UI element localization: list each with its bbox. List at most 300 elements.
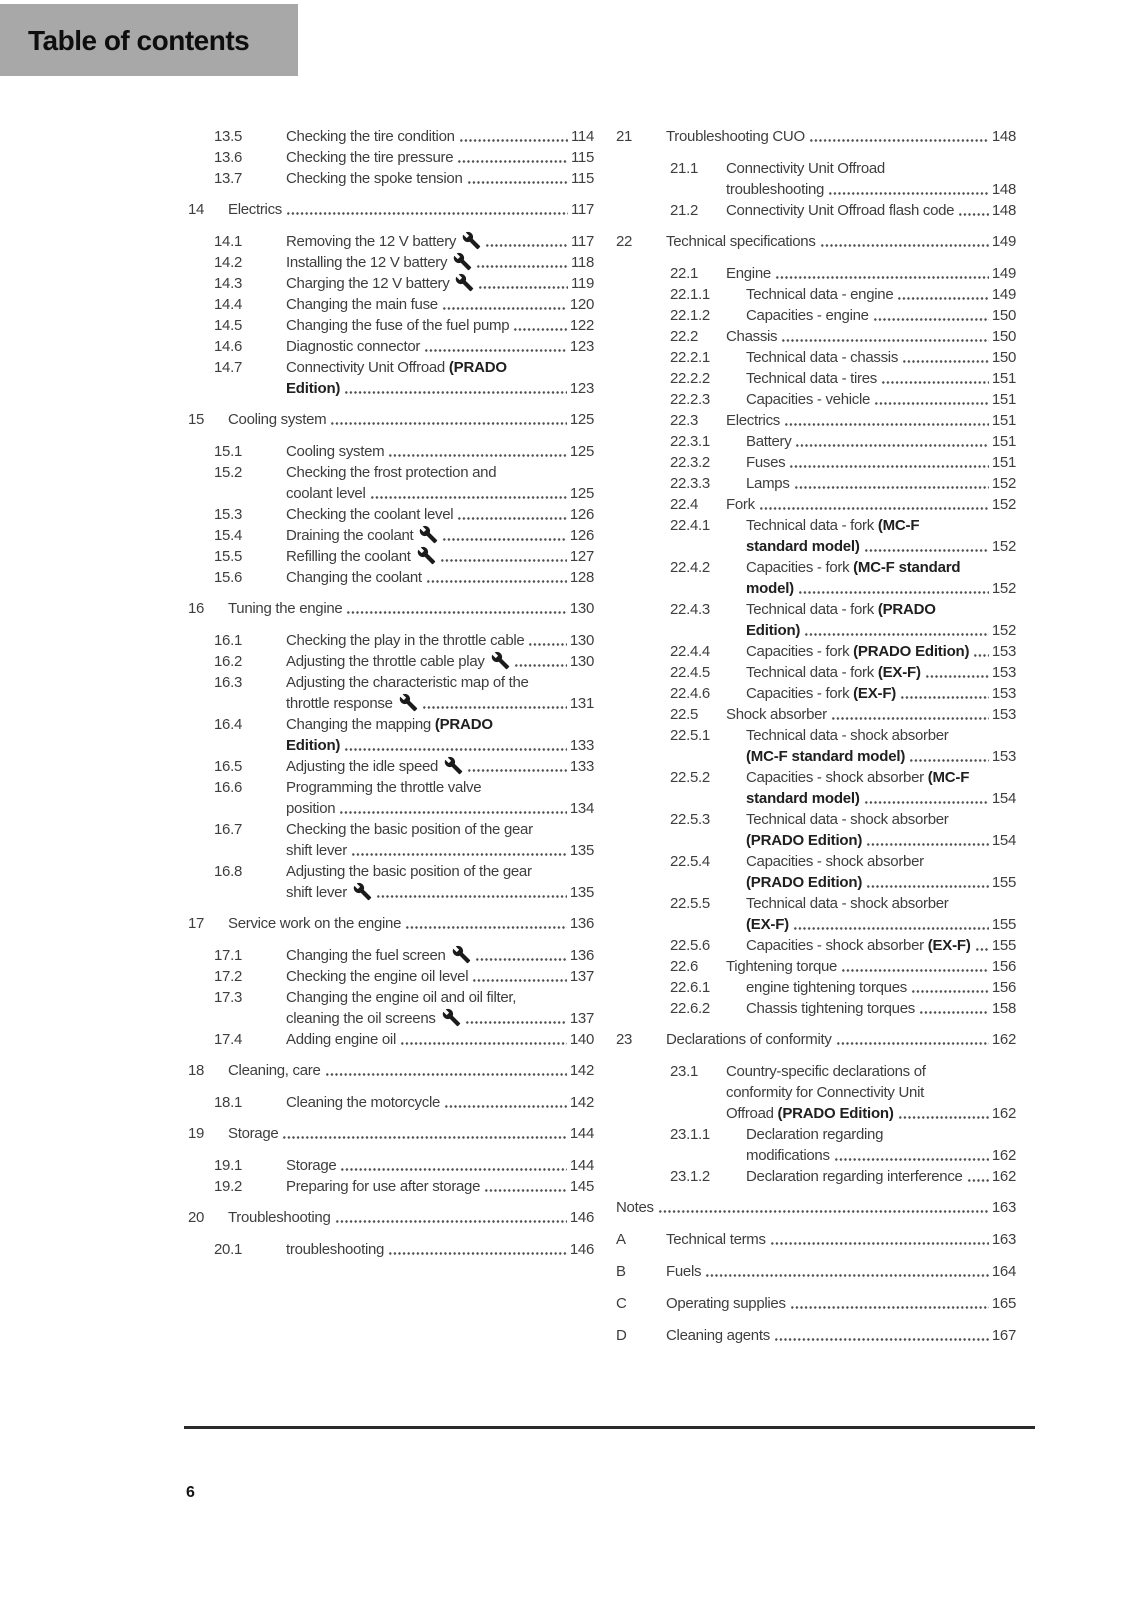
dot-leader (457, 158, 568, 164)
toc-entry-14 (188, 199, 594, 220)
toc-entry-15-1 (214, 441, 594, 462)
toc-entry-page: 151 (991, 454, 1016, 471)
dot-leader (286, 210, 568, 216)
dot-leader (484, 1187, 567, 1193)
dot-leader (900, 694, 989, 700)
toc-entry-page: 137 (569, 1010, 594, 1027)
dot-leader (841, 967, 989, 973)
toc-entry-15 (188, 409, 594, 430)
toc-entry-page: 131 (569, 695, 594, 712)
toc-entry-page: 152 (991, 496, 1016, 513)
toc-title-text: Technical terms (666, 1231, 766, 1248)
toc-entry-page: 150 (991, 307, 1016, 324)
toc-entry-title (666, 1325, 770, 1346)
toc-title-text: Declarations of conformity (666, 1031, 832, 1048)
toc-entry-number: 22.2.2 (670, 370, 710, 387)
toc-entry-number: 22.5.1 (670, 727, 710, 744)
toc-title-text: (PRADO (448, 359, 507, 376)
toc-title-text: Adjusting the characteristic map of the (286, 674, 529, 691)
toc-entry-notes (616, 1197, 1016, 1218)
page-number: 6 (186, 1484, 195, 1501)
toc-entry-title (286, 630, 524, 651)
toc-title-text: Capacities - shock absorber (746, 853, 924, 870)
toc-entry-title (746, 1145, 830, 1166)
toc-entry-page: 155 (991, 937, 1016, 954)
toc-entry-number: 23.1.1 (670, 1126, 710, 1143)
toc-entry-number: 17.4 (214, 1031, 242, 1048)
toc-entry-number: 22.4 (670, 496, 698, 513)
toc-entry-title (286, 126, 455, 147)
toc-entry-page: 115 (570, 170, 594, 187)
toc-entry-22-5-1 (670, 725, 1016, 767)
dot-leader (794, 484, 989, 490)
toc-entry-22-3-3 (670, 473, 1016, 494)
toc-entry-number: 15 (188, 411, 205, 428)
toc-entry-22-5 (670, 704, 1016, 725)
toc-entry-title (666, 1293, 786, 1314)
toc-entry-22-2 (670, 326, 1016, 347)
toc-title-text: Connectivity Unit Offroad flash code (726, 202, 955, 219)
toc-entry-title (746, 559, 960, 576)
toc-entry-title (286, 504, 453, 525)
toc-entry-18-1 (214, 1092, 594, 1113)
dot-leader (898, 1114, 989, 1120)
toc-title-text: Checking the tire condition (286, 128, 455, 145)
toc-title-text: Electrics (726, 412, 780, 429)
toc-entry-number: 22 (616, 233, 633, 250)
toc-column-left (188, 126, 594, 1260)
toc-entry-number: 22.4.1 (670, 517, 710, 534)
toc-entry-title (286, 1176, 480, 1197)
toc-entry-title (746, 811, 948, 828)
toc-entry-14-6 (214, 336, 594, 357)
toc-entry-22-5-5 (670, 893, 1016, 935)
toc-entry-title (746, 977, 907, 998)
toc-entry-page: 130 (569, 600, 594, 617)
toc-title-text: Edition) (286, 380, 341, 397)
toc-entry-number: 22.5.4 (670, 853, 710, 870)
toc-entry-page: 148 (991, 181, 1016, 198)
toc-entry-title (286, 1008, 461, 1029)
toc-title-text: Capacities - shock absorber (746, 769, 928, 786)
toc-entry-page: 163 (991, 1199, 1016, 1216)
toc-title-text: Troubleshooting CUO (666, 128, 805, 145)
dot-leader (774, 1336, 989, 1342)
toc-title-text: conformity for Connectivity Unit (726, 1084, 924, 1101)
toc-title-text: (MC-F standard (853, 559, 961, 576)
toc-title-text: Changing the fuel screen (286, 947, 446, 964)
toc-entry-title (286, 674, 529, 691)
toc-entry-number: 14.3 (214, 275, 242, 292)
toc-entry-page: 140 (569, 1031, 594, 1048)
toc-title-text: Checking the tire pressure (286, 149, 454, 166)
page-title: Table of contents (28, 24, 250, 56)
toc-title-text: Service work on the engine (228, 915, 402, 932)
toc-title-text: Battery (746, 433, 792, 450)
toc-entry-page: 149 (991, 265, 1016, 282)
toc-entry-title (228, 1123, 278, 1144)
toc-title-text: Cooling system (228, 411, 327, 428)
toc-entry-number: 22.5 (670, 706, 698, 723)
toc-entry-title (286, 756, 463, 777)
toc-entry-title (726, 1103, 894, 1124)
toc-entry-number: 22.1.1 (670, 286, 710, 303)
wrench-icon (444, 756, 463, 775)
toc-entry-page: 137 (569, 968, 594, 985)
toc-title-text: Draining the coolant (286, 527, 414, 544)
toc-entry-title (286, 1155, 336, 1176)
toc-title-text: Declaration regarding interference (746, 1168, 963, 1185)
dot-leader (344, 389, 567, 395)
toc-entry-page: 154 (991, 790, 1016, 807)
toc-entry-number: 15.6 (214, 569, 242, 586)
wrench-icon (353, 882, 372, 901)
toc-entry-22-3-1 (670, 431, 1016, 452)
toc-entry-15-5 (214, 546, 594, 567)
toc-entry-page: 158 (991, 1000, 1016, 1017)
toc-entry-page: 135 (569, 842, 594, 859)
toc-title-text: Fuels (666, 1263, 702, 1280)
toc-title-text: Country-specific declarations of (726, 1063, 926, 1080)
toc-entry-page: 118 (570, 254, 594, 271)
dot-leader (973, 652, 989, 658)
toc-entry-page: 153 (991, 664, 1016, 681)
dot-leader (528, 641, 566, 647)
dot-leader (467, 179, 568, 185)
toc-entry-number: A (616, 1231, 626, 1248)
toc-entry-title (746, 1166, 963, 1187)
toc-entry-page: 153 (991, 748, 1016, 765)
toc-title-text: Chassis tightening torques (746, 1000, 915, 1017)
toc-entry-page: 153 (991, 643, 1016, 660)
toc-entry-number: 16.2 (214, 653, 242, 670)
toc-entry-title (726, 200, 954, 221)
toc-entry-page: 122 (569, 317, 594, 334)
toc-entry-title (746, 683, 896, 704)
dot-leader (658, 1208, 989, 1214)
toc-entry-number: 22.2.1 (670, 349, 710, 366)
toc-entry-15-3 (214, 504, 594, 525)
dot-leader (335, 1218, 567, 1224)
toc-entry-14-5 (214, 315, 594, 336)
dot-leader (475, 956, 567, 962)
toc-entry-number: 22.2.3 (670, 391, 710, 408)
toc-entry-title (746, 895, 948, 912)
toc-column-right (616, 126, 1016, 1357)
toc-entry-14-2 (214, 252, 594, 273)
wrench-icon (419, 525, 438, 544)
toc-title-text: (PRADO Edition) (746, 874, 863, 891)
toc-title-text: Adding engine oil (286, 1031, 396, 1048)
toc-entry-20 (188, 1207, 594, 1228)
toc-entry-15-2 (214, 462, 594, 504)
toc-title-text: Checking the coolant level (286, 506, 454, 523)
toc-title-text: (MC-F standard model) (746, 748, 906, 765)
toc-entry-13-7 (214, 168, 594, 189)
toc-entry-title (616, 1197, 654, 1218)
toc-title-text: Changing the mapping (286, 716, 435, 733)
toc-entry-23-1-1 (670, 1124, 1016, 1166)
dot-leader (790, 1304, 989, 1310)
toc-title-text: troubleshooting (286, 1241, 385, 1258)
toc-title-text: Preparing for use after storage (286, 1178, 481, 1195)
toc-entry-title (286, 567, 422, 588)
dot-leader (344, 746, 567, 752)
dot-leader (370, 494, 567, 500)
dot-leader (325, 1071, 567, 1077)
dot-leader (784, 421, 989, 427)
toc-title-text: Technical data - fork (746, 601, 878, 618)
toc-entry-17 (188, 913, 594, 934)
toc-title-text: Lamps (746, 475, 790, 492)
dot-leader (866, 841, 989, 847)
toc-entry-14-1 (214, 231, 594, 252)
dot-leader (798, 589, 989, 595)
toc-title-text: shift lever (286, 884, 347, 901)
toc-entry-number: 17 (188, 915, 205, 932)
toc-entry-title (286, 716, 493, 733)
toc-entry-d (616, 1325, 1016, 1346)
toc-entry-number: 14.4 (214, 296, 242, 313)
toc-entry-page: 123 (569, 380, 594, 397)
toc-entry-page: 136 (569, 915, 594, 932)
toc-entry-title (228, 199, 282, 220)
toc-entry-title (286, 168, 463, 189)
toc-entry-number: 20.1 (214, 1241, 242, 1258)
toc-entry-22-5-2 (670, 767, 1016, 809)
toc-entry-title (286, 779, 481, 796)
toc-entry-number: 17.3 (214, 989, 242, 1006)
toc-entry-title (286, 525, 438, 546)
toc-entry-number: 23.1.2 (670, 1168, 710, 1185)
toc-entry-19 (188, 1123, 594, 1144)
toc-entry-number: 22.3.2 (670, 454, 710, 471)
toc-entry-page: 151 (991, 391, 1016, 408)
dot-leader (485, 242, 568, 248)
toc-entry-23-1-2 (670, 1166, 1016, 1187)
toc-entry-number: 21.1 (670, 160, 698, 177)
toc-entry-18 (188, 1060, 594, 1081)
dot-leader (376, 893, 567, 899)
toc-entry-title (286, 1029, 396, 1050)
toc-title-text: Fuses (746, 454, 786, 471)
toc-entry-22-6 (670, 956, 1016, 977)
toc-entry-title (286, 252, 472, 273)
toc-title-text: Troubleshooting (228, 1209, 331, 1226)
toc-entry-number: 22.4.6 (670, 685, 710, 702)
toc-entry-page: 165 (991, 1295, 1016, 1312)
toc-title-text: Checking the engine oil level (286, 968, 469, 985)
toc-entry-17-4 (214, 1029, 594, 1050)
toc-entry-page: 133 (569, 737, 594, 754)
toc-entry-number: 13.6 (214, 149, 242, 166)
toc-entry-page: 154 (991, 832, 1016, 849)
toc-title-text: (PRADO Edition) (777, 1105, 894, 1122)
toc-title-text: (PRADO Edition) (746, 832, 863, 849)
toc-title-text: Changing the main fuse (286, 296, 438, 313)
toc-title-text: Capacities - engine (746, 307, 869, 324)
toc-entry-title (286, 989, 516, 1006)
toc-entry-page: 156 (991, 979, 1016, 996)
toc-entry-title (286, 840, 347, 861)
toc-entry-number: 22.1.2 (670, 307, 710, 324)
toc-title-text: Technical data - fork (746, 664, 878, 681)
toc-entry-title (746, 853, 924, 870)
toc-entry-number: 22.2 (670, 328, 698, 345)
toc-title-text: Technical data - fork (746, 517, 878, 534)
toc-entry-title (746, 935, 971, 956)
toc-entry-title (746, 746, 905, 767)
toc-entry-title (286, 336, 420, 357)
toc-title-text: Technical data - chassis (746, 349, 899, 366)
toc-entry-page: 163 (991, 1231, 1016, 1248)
toc-entry-title (746, 601, 936, 618)
toc-entry-16-8 (214, 861, 594, 903)
toc-title-text: Operating supplies (666, 1295, 786, 1312)
toc-entry-b (616, 1261, 1016, 1282)
toc-title-text: Connectivity Unit Offroad (286, 359, 449, 376)
wrench-icon (417, 546, 436, 565)
toc-entry-title (286, 693, 418, 714)
toc-title-text: Technical data - shock absorber (746, 895, 949, 912)
toc-entry-title (746, 389, 870, 410)
toc-title-text: troubleshooting (726, 181, 825, 198)
toc-title-text: Fork (726, 496, 755, 513)
toc-title-text: Electrics (228, 201, 282, 218)
toc-entry-number: 15.1 (214, 443, 242, 460)
toc-entry-22-1-2 (670, 305, 1016, 326)
dot-leader (770, 1240, 989, 1246)
wrench-icon (442, 1008, 461, 1027)
toc-entry-c (616, 1293, 1016, 1314)
dot-leader (459, 137, 568, 143)
toc-entry-title (746, 998, 915, 1019)
toc-entry-number: 22.5.5 (670, 895, 710, 912)
dot-leader (874, 400, 989, 406)
toc-entry-title (286, 464, 496, 481)
toc-entry-title (286, 821, 533, 838)
toc-entry-22-2-2 (670, 368, 1016, 389)
toc-entry-13-6 (214, 147, 594, 168)
wrench-icon (453, 252, 472, 271)
toc-title-text: (EX-F) (853, 685, 897, 702)
toc-entry-title (286, 863, 532, 880)
toc-entry-22-4-3 (670, 599, 1016, 641)
dot-leader (831, 715, 989, 721)
toc-entry-number: 15.5 (214, 548, 242, 565)
toc-entry-title (726, 410, 780, 431)
toc-entry-title (666, 231, 816, 252)
toc-title-text: (MC-F (877, 517, 920, 534)
dot-leader (804, 631, 989, 637)
toc-entry-page: 135 (569, 884, 594, 901)
toc-entry-number: 17.1 (214, 947, 242, 964)
toc-title-text: Capacities - vehicle (746, 391, 871, 408)
dot-leader (442, 536, 566, 542)
dot-leader (346, 609, 566, 615)
toc-entry-22-4-2 (670, 557, 1016, 599)
toc-title-text: throttle response (286, 695, 393, 712)
toc-entry-title (746, 914, 789, 935)
toc-title-text: Cleaning agents (666, 1327, 770, 1344)
dot-leader (873, 316, 989, 322)
toc-entry-title (286, 1239, 384, 1260)
toc-entry-22-3-2 (670, 452, 1016, 473)
toc-entry-title (286, 798, 335, 819)
toc-entry-number: 16.3 (214, 674, 242, 691)
toc-entry-page: 162 (991, 1105, 1016, 1122)
toc-entry-16-5 (214, 756, 594, 777)
dot-leader (388, 1250, 567, 1256)
toc-entry-22-1-1 (670, 284, 1016, 305)
toc-entry-17-3 (214, 987, 594, 1029)
toc-entry-page: 115 (570, 149, 594, 166)
toc-entry-14-7 (214, 357, 594, 399)
toc-entry-title (746, 769, 969, 786)
toc-entry-title (746, 473, 790, 494)
toc-entry-22-1 (670, 263, 1016, 284)
toc-entry-number: 14.5 (214, 317, 242, 334)
toc-entry-22-2-3 (670, 389, 1016, 410)
wrench-icon (455, 273, 474, 292)
toc-title-text: Cleaning the motorcycle (286, 1094, 441, 1111)
toc-entry-16-4 (214, 714, 594, 756)
toc-entry-page: 167 (991, 1327, 1016, 1344)
toc-title-text: Shock absorber (726, 706, 827, 723)
toc-entry-page: 114 (570, 128, 594, 145)
toc-entry-title (746, 620, 800, 641)
toc-title-text: Engine (726, 265, 771, 282)
toc-entry-21 (616, 126, 1016, 147)
toc-entry-number: 22.6.1 (670, 979, 710, 996)
toc-title-text: Checking the frost protection and (286, 464, 497, 481)
toc-entry-number: 15.3 (214, 506, 242, 523)
toc-entry-title (746, 284, 893, 305)
dot-leader (705, 1272, 989, 1278)
toc-title-text: Checking the play in the throttle cable (286, 632, 525, 649)
toc-entry-page: 117 (570, 233, 594, 250)
toc-entry-22 (616, 231, 1016, 252)
toc-title-text: Changing the engine oil and oil filter, (286, 989, 517, 1006)
toc-entry-22-5-6 (670, 935, 1016, 956)
toc-entry-page: 151 (991, 412, 1016, 429)
toc-entry-16-3 (214, 672, 594, 714)
toc-title-text: Capacities - fork (746, 643, 854, 660)
toc-entry-number: 23.1 (670, 1063, 698, 1080)
toc-title-text: Technical data - tires (746, 370, 877, 387)
toc-entry-title (746, 578, 794, 599)
toc-entry-17-1 (214, 945, 594, 966)
toc-title-text: Technical specifications (666, 233, 816, 250)
toc-entry-number: 16 (188, 600, 205, 617)
toc-entry-page: 125 (569, 411, 594, 428)
toc-entry-page: 136 (569, 947, 594, 964)
toc-entry-page: 119 (570, 275, 594, 292)
toc-title-text: coolant level (286, 485, 366, 502)
toc-title-text: Adjusting the idle speed (286, 758, 439, 775)
toc-entry-title (286, 945, 471, 966)
dot-leader (836, 1040, 989, 1046)
toc-entry-title (746, 662, 921, 683)
toc-title-text: position (286, 800, 336, 817)
toc-entry-title (746, 1126, 883, 1143)
dot-leader (967, 1177, 989, 1183)
toc-entry-title (286, 378, 340, 399)
toc-entry-title (286, 294, 438, 315)
toc-entry-number: 15.4 (214, 527, 242, 544)
toc-entry-title (286, 1092, 440, 1113)
toc-title-text: Edition) (746, 622, 801, 639)
